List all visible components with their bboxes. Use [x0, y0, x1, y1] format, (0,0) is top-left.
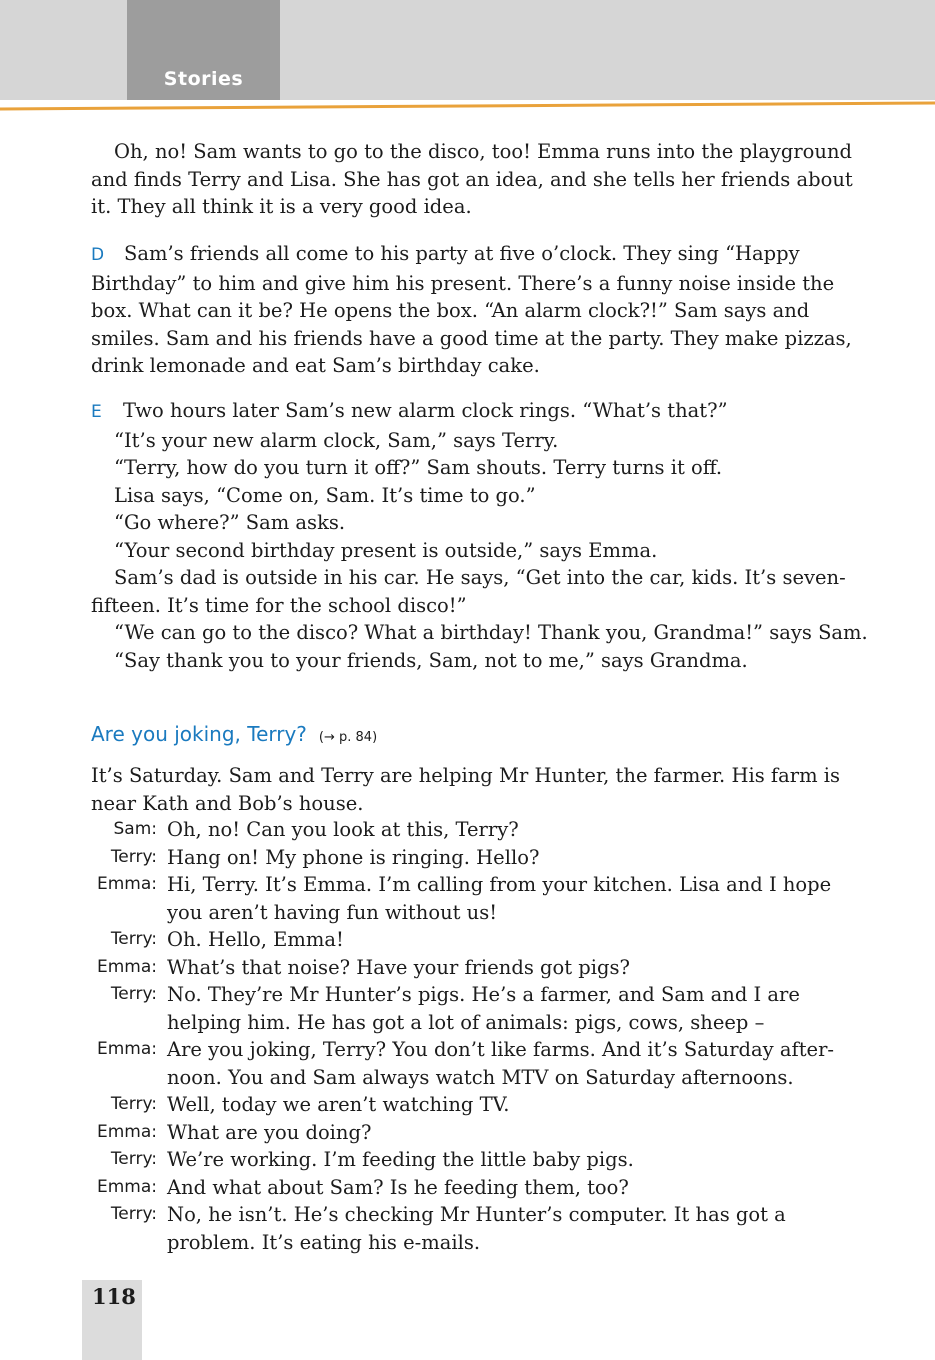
speaker-name: Emma:	[96, 1121, 157, 1142]
speech-text: We’re working. I’m feeding the little baby pigs.	[167, 1148, 634, 1171]
section-e-line: “Your second birthday present is outside,” says Emma.	[114, 538, 658, 562]
story-intro	[91, 762, 861, 817]
section-e-line: “Terry, how do you turn it off?” Sam shouts. Terry turns it off.	[114, 456, 723, 479]
section-c-paragraph: Oh, no! Sam wants to go to the disco, too! Emma runs into the playground and finds Terry and Lisa. She has got an idea, and she tells her friends about it. They all think it is a very good idea.	[91, 140, 853, 218]
header-rule	[0, 98, 935, 116]
speaker-name: Emma:	[96, 956, 157, 977]
speech-text: Oh, no! Can you look at this, Terry?	[167, 818, 519, 841]
dialogue-row	[91, 981, 871, 1036]
dialogue-row	[91, 816, 871, 844]
section-e-first-line: Two hours later Sam’s new alarm clock rings. “What’s that?”	[123, 399, 728, 422]
section-e-line: Lisa says, “Come on, Sam. It’s time to go.”	[114, 483, 536, 507]
section-e-line: “Say thank you to your friends, Sam, not to me,” says Grandma.	[114, 648, 748, 672]
page-number-box	[82, 1280, 142, 1360]
speaker-name: Terry:	[110, 1204, 157, 1224]
section-e-line: “It’s your new alarm clock, Sam,” says Terry.	[114, 428, 559, 452]
section-letter-d: D	[91, 245, 105, 265]
dialogue-row	[91, 1201, 871, 1256]
speaker-name: Sam:	[113, 819, 157, 839]
page-number: 118	[92, 1284, 136, 1309]
dialogue-row	[91, 871, 871, 926]
speaker-name: Emma:	[96, 1039, 157, 1059]
story-intro-text: It’s Saturday. Sam and Terry are helping Mr Hunter, the farmer. His farm is near Kath and Bob’s house.	[91, 764, 840, 815]
speech-text: Hang on! My phone is ringing. Hello?	[167, 845, 540, 869]
speech-text: And what about Sam? Is he feeding them, too?	[167, 1175, 629, 1199]
speech-text: Well, today we aren’t watching TV.	[167, 1093, 510, 1116]
chapter-tab-label: Stories	[163, 68, 244, 90]
section-e-line: “Go where?” Sam asks.	[114, 511, 346, 534]
dialogue	[91, 816, 871, 1256]
speaker-name: Terry:	[110, 846, 157, 867]
speaker-name: Terry:	[110, 1094, 157, 1114]
speech-text: Are you joking, Terry? You don’t like farms. And it’s Saturday after-noon. You and Sam always watch MTV on Saturday afternoons.	[167, 1038, 835, 1089]
dialogue-row	[91, 1146, 871, 1174]
section-e-paragraph: Sam’s dad is outside in his car. He says, “Get into the car, kids. It’s seven-fifteen. It’s time for the school disco!”	[91, 566, 846, 617]
speaker-name: Terry:	[110, 1149, 157, 1169]
speaker-name: Emma:	[96, 874, 157, 894]
section-c-end	[91, 138, 861, 221]
speech-text: Oh. Hello, Emma!	[167, 928, 344, 951]
dialogue-row	[91, 954, 871, 982]
speaker-name: Terry:	[110, 984, 157, 1004]
dialogue-row	[91, 1036, 871, 1091]
dialogue-row	[91, 1174, 871, 1202]
dialogue-row	[91, 844, 871, 872]
speaker-name: Emma:	[96, 1176, 157, 1197]
speech-text: No, he isn’t. He’s checking Mr Hunter’s computer. It has got a problem. It’s eating his e-mails.	[167, 1203, 786, 1254]
section-letter-e: E	[91, 402, 102, 422]
speaker-name: Terry:	[110, 929, 157, 949]
story-title	[91, 722, 377, 746]
section-e-line: “We can go to the disco? What a birthday! Thank you, Grandma!” says Sam.	[114, 621, 868, 644]
section-d	[91, 240, 861, 380]
dialogue-row	[91, 1091, 871, 1119]
chapter-tab	[127, 0, 280, 100]
speech-text: Hi, Terry. It’s Emma. I’m calling from your kitchen. Lisa and I hope you aren’t having fun without us!	[167, 873, 832, 924]
section-d-text: Sam’s friends all come to his party at five o’clock. They sing “Happy Birthday” to him and give him his present. There’s a funny noise inside the box. What can it be? He opens the box. “An alarm clock?!” Sam says and smiles. Sam and his friends have a good time at the party. They make pizzas, drink lemonade and eat Sam’s birthday cake.	[91, 242, 852, 377]
section-e	[91, 397, 868, 674]
dialogue-row	[91, 1119, 871, 1147]
speech-text: What’s that noise? Have your friends got pigs?	[167, 955, 630, 979]
speech-text: No. They’re Mr Hunter’s pigs. He’s a farmer, and Sam and I are helping him. He has got a lot of animals: pigs, cows, sheep –	[167, 983, 800, 1034]
page-reference: (→ p. 84)	[318, 730, 378, 745]
speech-text: What are you doing?	[167, 1120, 372, 1144]
story-title-text: Are you joking, Terry?	[91, 722, 307, 746]
dialogue-row	[91, 926, 871, 954]
